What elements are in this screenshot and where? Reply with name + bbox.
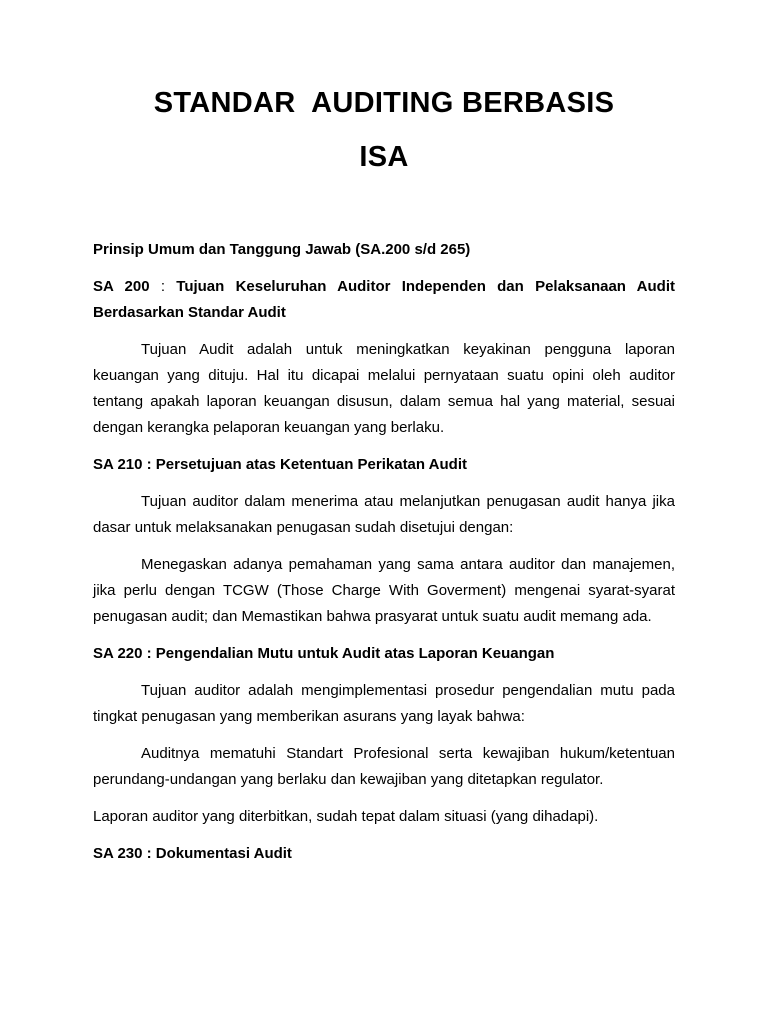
sa230-heading: SA 230 : Dokumentasi Audit <box>93 845 292 862</box>
document-title-line-1: STANDAR AUDITING BERBASIS <box>153 87 615 119</box>
sa220-paragraph-2: Auditnya mematuhi Standart Profesional serta kewajiban hukum/ketentuan perundang-undangan yang berlaku dan kewajiban yang ditetapkan regulator. <box>93 745 675 788</box>
sa220-heading: SA 220 : Pengendalian Mutu untuk Audit atas Laporan Keuangan <box>93 645 555 662</box>
document-title-line-2: ISA <box>359 141 409 173</box>
document-body <box>93 237 675 878</box>
sa200-code: SA 200 <box>93 278 150 295</box>
sa200-heading <box>93 274 675 326</box>
sa210-paragraph-1: Tujuan auditor dalam menerima atau melanjutkan penugasan audit hanya jika dasar untuk melaksanakan penugasan sudah disetujui dengan: <box>93 493 675 536</box>
sa210-heading: SA 210 : Persetujuan atas Ketentuan Perikatan Audit <box>93 456 467 473</box>
sa200-separator: : <box>149 278 177 295</box>
sa200-title: Tujuan Keseluruhan Auditor Independen dan Pelaksanaan Audit Berdasarkan Standar Audit <box>93 278 675 321</box>
sa200-paragraph-1: Tujuan Audit adalah untuk meningkatkan keyakinan pengguna laporan keuangan yang dituju. Hal itu dicapai melalui pernyataan suatu opini oleh auditor tentang apakah laporan keuangan disusun, dalam semua hal yang material, sesuai dengan kerangka pelaporan keuangan yang berlaku. <box>93 341 675 436</box>
sa220-paragraph-3: Laporan auditor yang diterbitkan, sudah tepat dalam situasi (yang dihadapi). <box>93 808 599 825</box>
sa210-paragraph-2: Menegaskan adanya pemahaman yang sama antara auditor dan manajemen, jika perlu dengan TCGW (Those Charge With Goverment) mengenai syarat-syarat penugasan audit; dan Memastikan bahwa prasyarat untuk suatu audit memang ada. <box>93 556 675 625</box>
sa220-paragraph-1: Tujuan auditor adalah mengimplementasi prosedur pengendalian mutu pada tingkat penugasan yang memberikan asurans yang layak bahwa: <box>93 682 675 725</box>
section-heading-general-principles: Prinsip Umum dan Tanggung Jawab (SA.200 s/d 265) <box>93 241 471 258</box>
